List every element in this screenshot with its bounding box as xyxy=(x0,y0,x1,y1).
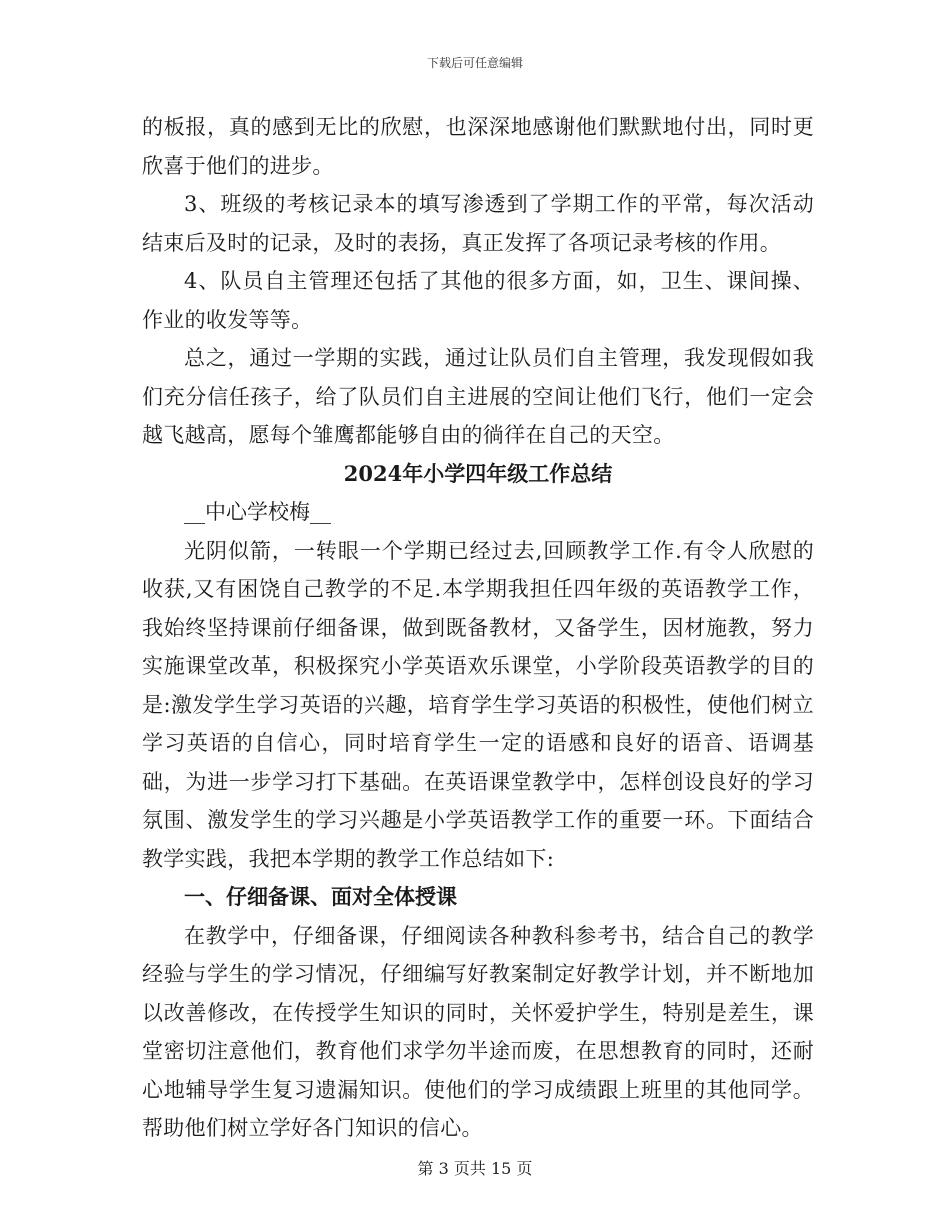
paragraph-continuation: 的板报，真的感到无比的欣慰，也深深地感谢他们默默地付出，同时更欣喜于他们的进步。 xyxy=(142,115,814,178)
page-footer: 第 3 页共 15 页 xyxy=(417,1159,533,1178)
paragraph-item-3: 3、班级的考核记录本的填写渗透到了学期工作的平常，每次活动结束后及时的记录，及时的表扬，真正发挥了各项记录考核的作用。 xyxy=(142,192,814,255)
section-heading-1: 一、仔细备课、面对全体授课 xyxy=(184,884,457,909)
paragraph-summary: 总之，通过一学期的实践，通过让队员们自主管理，我发现假如我们充分信任孩子，给了队员们自主进展的空间让他们飞行，他们一定会越飞越高，愿每个雏鹰都能够自由的徜徉在自己的天空。 xyxy=(142,346,814,447)
paragraph-item-4: 4、队员自主管理还包括了其他的很多方面，如，卫生、课间操、作业的收发等等。 xyxy=(142,269,814,332)
paragraph-section-1: 在教学中，仔细备课，仔细阅读各种教科参考书，结合自己的教学经验与学生的学习情况，仔细编写好教案制定好教学计划，并不断地加以改善修改，在传授学生知识的同时，关怀爱护学生，特别是差生，课堂密切注意他们，教育他们求学勿半途而废，在思想教育的同时，还耐心地辅导学生复习遗漏知识。使他们的学习成绩跟上班里的其他同学。帮助他们树立学好各门知识的信心。 xyxy=(142,923,814,1140)
document-title: 2024年小学四年级工作总结 xyxy=(343,460,613,486)
paragraph-intro: 光阴似箭，一转眼一个学期已经过去,回顾教学工作.有令人欣慰的收获,又有困饶自己教学的不足.本学期我担任四年级的英语教学工作，我始终坚持课前仔细备课，做到既备教材，又备学生，因材施教，努力实施课堂改革，积极探究小学英语欢乐课堂，小学阶段英语教学的目的是:激发学生学习英语的兴趣，培育学生学习英语的积极性，使他们树立学习英语的自信心，同时培育学生一定的语感和良好的语音、语调基础，为进一步学习打下基础。在英语课堂教学中，怎样创设良好的学习氛围、激发学生的学习兴趣是小学英语教学工作的重要一环。下面结合教学实践，我把本学期的教学工作总结如下: xyxy=(142,538,814,871)
document-body xyxy=(142,108,814,1148)
page-header: 下载后可任意编辑 xyxy=(426,56,523,70)
author-line: __中心学校梅__ xyxy=(184,500,331,524)
